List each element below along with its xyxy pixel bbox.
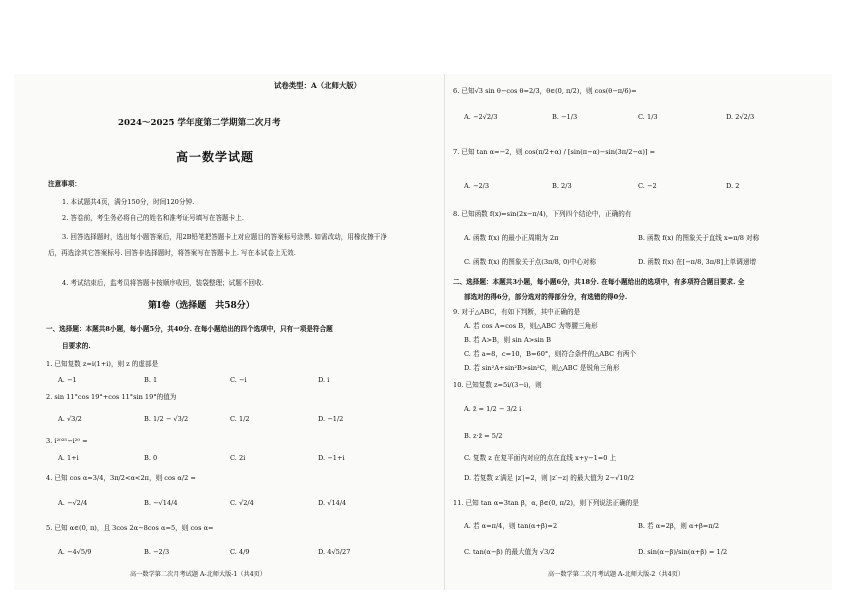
q2-option-a: A. √3/2 xyxy=(58,415,82,423)
q11-option-a: A. 若 α=π/4，则 tan(α+β)=2 xyxy=(464,522,558,530)
q7-option-c: C. −2 xyxy=(638,182,657,190)
q6-option-d: D. 2√2/3 xyxy=(726,113,755,121)
q8-option-b: B. 函数 f(x) 的图象关于直线 x=π/8 对称 xyxy=(638,234,760,242)
question-9: 9. 对于△ABC，有如下判断，其中正确的是 xyxy=(453,308,581,316)
section1-instructions-cont: 目要求的. xyxy=(62,342,91,350)
q11-option-c: C. tan(α−β) 的最大值为 √3/2 xyxy=(464,548,555,556)
q6-option-c: C. 1/3 xyxy=(638,113,658,121)
q9-option-b: B. 若 A>B，则 sin A>sin B xyxy=(464,336,551,344)
q4-option-a: A. −√2/4 xyxy=(58,499,88,507)
section2-instructions-cont: 部选对的得6分，部分选对的得部分分，有选错的得0分. xyxy=(464,293,628,301)
exam-session: 2024～2025 学年度第二学期第二次月考 xyxy=(118,118,281,128)
q8-option-c: C. 函数 f(x) 的图象关于点(3π/8, 0)中心对称 xyxy=(464,258,597,266)
notice-1: 1. 本试题共4页，满分150分，时间120分钟. xyxy=(62,198,195,206)
q1-option-c: C. −i xyxy=(230,376,247,384)
q5-option-c: C. 4/9 xyxy=(230,548,250,556)
q10-option-a: A. z̄ = 1/2 − 3/2 i xyxy=(464,405,522,413)
q4-option-c: C. √2/4 xyxy=(230,499,254,507)
q1-option-b: B. 1 xyxy=(144,376,158,384)
q1-option-d: D. i xyxy=(318,376,330,384)
q2-option-b: B. 1/2 − √3/2 xyxy=(144,415,189,423)
page-title: 高一数学试题 xyxy=(176,150,255,164)
page-footer-left: 高一数学第二次月考试题 A-北师大版-1（共4页） xyxy=(130,571,267,578)
question-10: 10. 已知复数 z=5i/(3−i)，则 xyxy=(453,381,542,389)
question-4: 4. 已知 cos α=3/4，3π/2<α<2π，则 cos α/2 = xyxy=(46,474,196,482)
section2-instructions: 二、选择题：本题共3小题，每小题6分，共18分. 在每小题给出的选项中，有多项符合题目要求. 全 xyxy=(453,278,745,286)
q10-option-d: D. 若复数 z′满足 |z′|=2，则 |z′−z| 的最大值为 2−√10/2 xyxy=(464,474,635,482)
q2-option-d: D. −1/2 xyxy=(318,415,344,423)
question-5: 5. 已知 α∈(0, π)，且 3cos 2α−8cos α=5，则 cos α= xyxy=(46,524,214,532)
q3-option-a: A. 1+i xyxy=(58,454,79,462)
q10-option-b: B. z·z̄ = 5/2 xyxy=(464,432,503,440)
question-6: 6. 已知√3 sin θ−cos θ=2/3，θ∈(0, π/2)，则 cos(θ−π/6)= xyxy=(453,87,637,95)
q4-option-d: D. √14/4 xyxy=(318,499,347,507)
q11-option-b: B. 若 α=2β，则 α+β=π/2 xyxy=(638,522,720,530)
notice-4: 4. 考试结束后，监考员将答题卡按顺序收回，装袋整理；试题不回收. xyxy=(62,279,264,287)
q7-option-d: D. 2 xyxy=(726,182,740,190)
q1-option-a: A. −1 xyxy=(58,376,77,384)
question-11: 11. 已知 tan α=3tan β，α, β∈(0, π/2)，则下列说法正确的是 xyxy=(453,499,639,507)
part-title: 第Ⅰ卷（选择题 共58分） xyxy=(148,301,255,311)
q8-option-a: A. 函数 f(x) 的最小正周期为 2π xyxy=(464,234,559,242)
q5-option-b: B. −2/3 xyxy=(144,548,170,556)
question-3: 3. i²⁰²⁵−i²⁰ = xyxy=(46,437,88,445)
question-1: 1. 已知复数 z=i(1+i)，则 z 的虚部是 xyxy=(46,360,159,368)
q7-option-b: B. 2/3 xyxy=(552,182,572,190)
q5-option-d: D. 4√5/27 xyxy=(318,548,351,556)
notice-heading: 注意事项： xyxy=(48,180,81,188)
q3-option-c: C. 2i xyxy=(230,454,246,462)
q3-option-b: B. 0 xyxy=(144,454,158,462)
q10-option-c: C. 复数 z 在复平面内对应的点在直线 x+y−1=0 上 xyxy=(464,454,617,462)
q7-option-a: A. −2/3 xyxy=(464,182,490,190)
q9-option-a: A. 若 cos A=cos B，则△ABC 为等腰三角形 xyxy=(464,322,598,330)
notice-2: 2. 答卷前，考生务必将自己的姓名和准考证号填写在答题卡上. xyxy=(62,214,244,222)
q2-option-c: C. 1/2 xyxy=(230,415,250,423)
q9-option-c: C. 若 a=8，c=10，B=60°，则符合条件的△ABC 有两个 xyxy=(464,350,637,358)
q9-option-d: D. 若 sin²A+sin²B>sin²C，则△ABC 是锐角三角形 xyxy=(464,364,620,372)
q6-option-a: A. −2√2/3 xyxy=(464,113,498,121)
q6-option-b: B. −1/3 xyxy=(552,113,578,121)
q5-option-a: A. −4√5/9 xyxy=(58,548,92,556)
page-divider xyxy=(444,74,445,590)
notice-3: 3. 回答选择题时，选出每小题答案后，用2B铅笔把答题卡上对应题目的答案标号涂黑. 如需改动，用橡皮擦干净后，再选涂其它答案标号. 回答非选择题时，将答案写在答题卡上. 写在本试卷上无效. xyxy=(48,233,387,257)
q4-option-b: B. −√14/4 xyxy=(144,499,178,507)
question-8: 8. 已知函数 f(x)=sin(2x−π/4)，下列四个结论中，正确的有 xyxy=(453,210,632,218)
q3-option-d: D. −1+i xyxy=(318,454,345,462)
exam-type: 试卷类型：A（北师大版） xyxy=(274,81,362,90)
question-2: 2. sin 11°cos 19°+cos 11°sin 19°的值为 xyxy=(46,393,177,401)
section1-instructions: 一、选择题：本题共8小题，每小题5分，共40分. 在每小题给出的四个选项中，只有一项是符合题 xyxy=(46,325,333,333)
page-footer-right: 高一数学第二次月考试题 A-北师大版-2（共4页） xyxy=(548,571,685,578)
q8-option-d: D. 函数 f(x) 在[−π/8, 3π/8]上单调递增 xyxy=(638,258,757,266)
q11-option-d: D. sin(α−β)/sin(α+β) = 1/2 xyxy=(638,548,728,556)
question-7: 7. 已知 tan α=−2，则 cos(π/2+α) / [sin(π−α)−sin(3π/2−α)] = xyxy=(453,148,656,156)
